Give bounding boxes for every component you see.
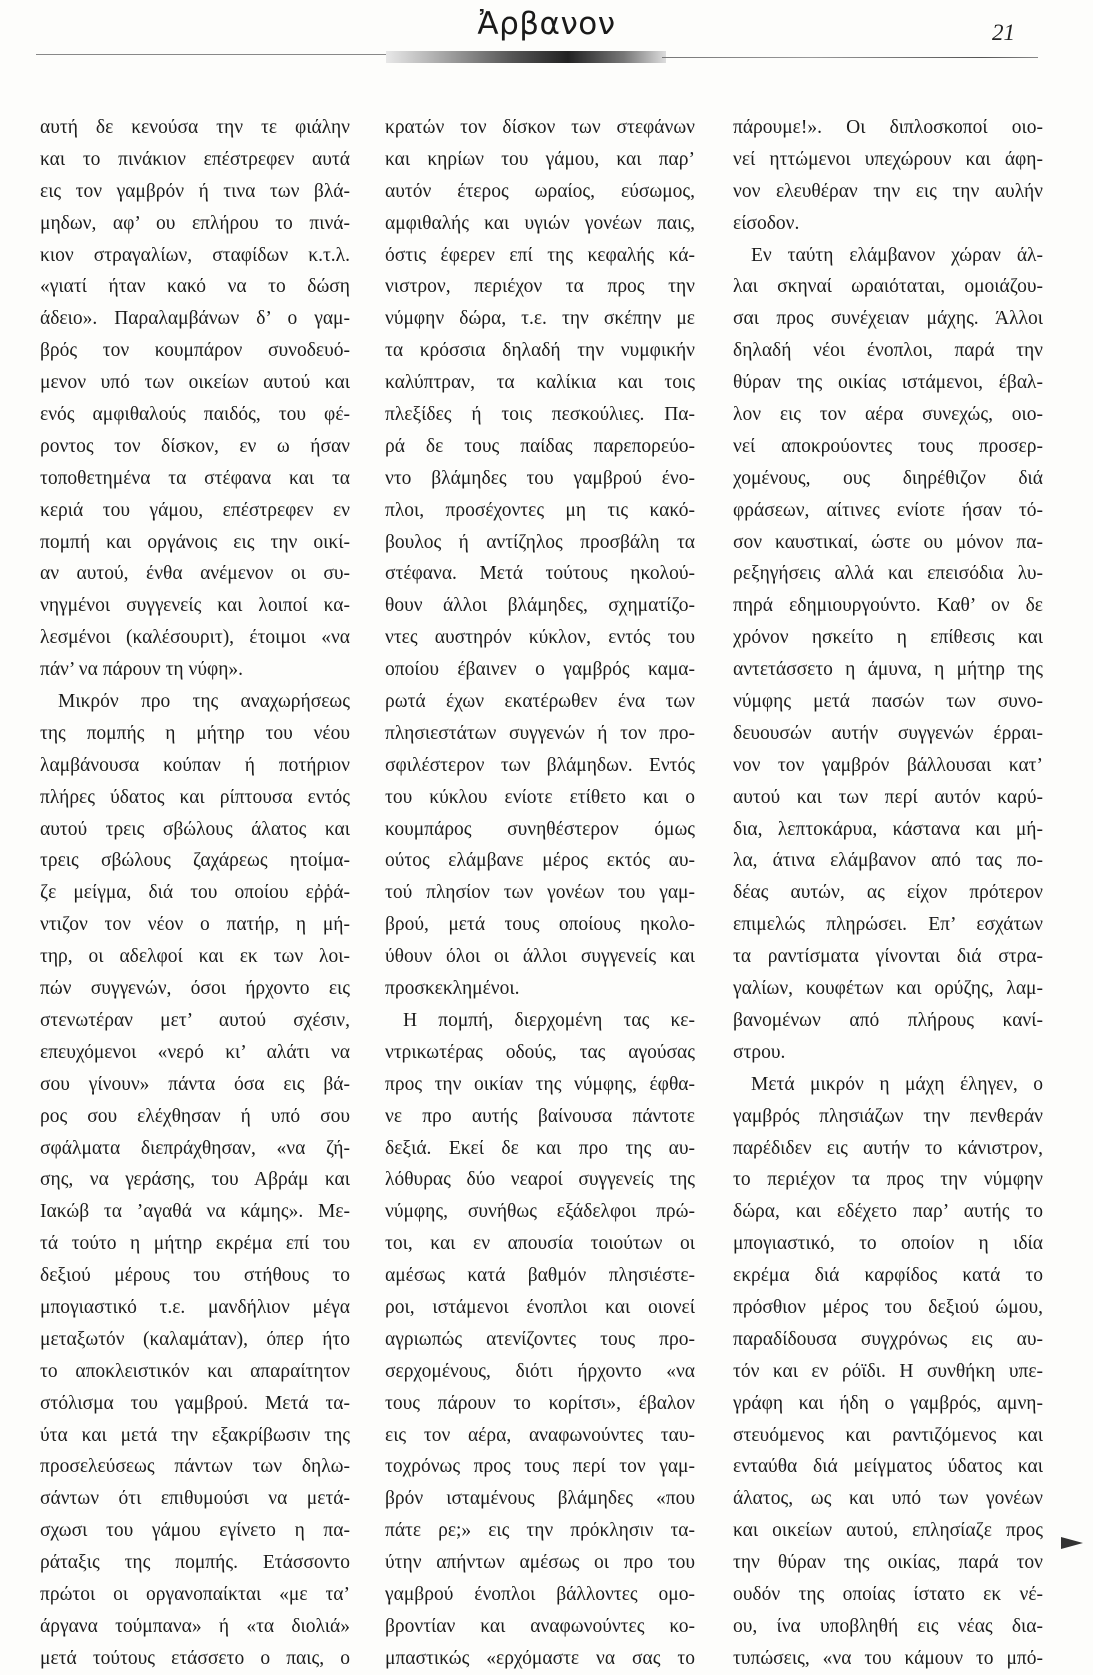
text-line: ράταξις της πομπής. Ετάσσοντο xyxy=(40,1552,350,1574)
text-line: ροι, ιστάμενοι ένοπλοι και οιονεί xyxy=(385,1296,695,1318)
text-line: αγριωπώς ατενίζοντες τους προ- xyxy=(385,1328,695,1350)
text-line: γαμβρός πλησιάζων την πενθεράν xyxy=(733,1105,1043,1127)
text-line: στόλισμα του γαμβρού. Μετά τα- xyxy=(40,1392,350,1414)
text-line: σχωσι του γάμου εγίνετο η πα- xyxy=(40,1520,350,1542)
text-line: δέας αυτών, ας είχον πρότερον xyxy=(733,882,1043,904)
text-line: δηλαδή νέοι ένοπλοι, παρά την xyxy=(733,340,1043,362)
text-line: νον ελευθέραν την εις την αυλήν xyxy=(733,180,1043,202)
text-line: «γιατί ήταν κακό να το δώση xyxy=(40,276,350,298)
text-line: επιμελώς πληρώσει. Επ’ εσχάτων xyxy=(733,914,1043,936)
text-line: αντετάσσετο η άμυνα, η μήτηρ της xyxy=(733,659,1043,681)
text-line: τά τούτο η μήτηρ εκρέμα επί του xyxy=(40,1233,350,1255)
text-line: ντες αυστηρόν κύκλον, εντός του xyxy=(385,627,695,649)
text-line: λεσμένοι (καλέσουριτ), έτοιμοι «να xyxy=(40,627,350,649)
text-line: λα, άτινα ελάμβανον από τας πο- xyxy=(733,850,1043,872)
text-column-2 xyxy=(385,112,695,1675)
text-line: άλατος, ως και υπό των γονέων xyxy=(733,1488,1043,1510)
text-line: πάρουμε!». Οι διπλοσκοποί οιο- xyxy=(733,117,1043,138)
header-rule-left xyxy=(36,54,386,55)
text-line: παραδίδουσα συγχρόνως εις αυ- xyxy=(733,1328,1043,1350)
text-line: λόθυρας δύο νεαροί συγγενείς της xyxy=(385,1169,695,1191)
text-line: αμέσως κατά βαθμόν πλησιέστε- xyxy=(385,1265,695,1287)
text-line: εκρέμα διά καρφίδος κατά το xyxy=(733,1265,1043,1287)
text-line: πρόσθιον μέρος του δεξιού ώμου, xyxy=(733,1296,1043,1318)
text-line: Εν ταύτη ελάμβανον χώραν άλ- xyxy=(751,244,1043,266)
text-line: δευουσών αυτήν συγγενών έρραι- xyxy=(733,722,1043,744)
text-line: ντιζον τον νέον ο πατήρ, η μή- xyxy=(40,914,350,936)
text-line: νύμφην δώρα, τ.ε. την σκέπην με xyxy=(385,308,695,330)
text-line: δεξιού μέρους του στήθους το xyxy=(40,1265,350,1287)
text-line: είσοδον. xyxy=(733,212,800,234)
text-line: και το πινάκιον επέστρεφεν αυτά xyxy=(40,148,350,170)
text-line: πλεξίδες ή τοις πεσκούλιες. Πα- xyxy=(385,404,695,426)
text-line: τηρ, οι αδελφοί και εκ των λοι- xyxy=(40,946,350,968)
text-line: ύθουν όλοι οι άλλοι συγγενείς και xyxy=(385,946,695,968)
text-line: πλήρες ύδατος και ρίπτουσα εντός xyxy=(40,786,350,808)
text-line: τα κρόσσια δηλαδή την νυμφικήν xyxy=(385,340,695,362)
text-line: ρά δε τους παίδας παρεπορεύο- xyxy=(385,435,695,457)
text-line: νύμφης, συνήθως εξάδελφοι πρώ- xyxy=(385,1201,695,1223)
text-line: παρέδιδεν εις αυτήν το κάνιστρον, xyxy=(733,1137,1043,1159)
text-line: άργανα τούμπανα» ή «τα διολιά» xyxy=(40,1615,350,1637)
text-line: σου γίνουν» πάντα όσα εις βά- xyxy=(40,1073,350,1095)
text-line: νεί ηττώμενοι υπεχώρουν και άφη- xyxy=(733,148,1043,170)
text-line: αυτόν έτερος ωραίος, εύσωμος, xyxy=(385,180,695,202)
magazine-title: Ἀρβανον xyxy=(477,6,616,42)
text-line: ντο βλάμηδες του γαμβρού ένο- xyxy=(385,467,695,489)
text-line: τα ραντίσματα γίνονται διά στρα- xyxy=(733,946,1043,968)
text-line: ούτος ελάμβανε μέρος εκτός αυ- xyxy=(385,850,695,872)
text-line: καλύπτραν, τα καλίκια και τοις xyxy=(385,372,695,394)
text-line: ενός αμφιθαλούς παιδός, του φέ- xyxy=(40,404,350,426)
text-line: της πομπής η μήτηρ του νέου xyxy=(40,722,350,744)
text-column-3 xyxy=(733,112,1043,1675)
header-gradient-bar xyxy=(386,51,666,63)
text-line: σφάλματα διεπράχθησαν, «να ζή- xyxy=(40,1137,350,1159)
text-line: λαμβάνουσα κούπαν ή ποτήριον xyxy=(40,754,350,776)
text-line: νε προ αυτής βαίνουσα πάντοτε xyxy=(385,1105,695,1127)
text-line: ρος σου ελέχθησαν ή υπό σου xyxy=(40,1105,350,1127)
text-line: τοχρόνως προς τους περί τον γαμ- xyxy=(385,1456,695,1478)
text-line: βουλος ή αντίζηλος προσβάλη τα xyxy=(385,531,695,553)
text-line: ντρικωτέρας οδούς, τας αγούσας xyxy=(385,1041,695,1063)
text-line: πηρά εδημιουργούντο. Καθ’ ον δε xyxy=(733,595,1043,617)
text-line: εις τον γαμβρόν ή τινα των βλά- xyxy=(40,180,350,202)
text-line: προσκεκλημένοι. xyxy=(385,978,520,1000)
text-line: ρεξηγήσεις αλλά και επεισόδια λυ- xyxy=(733,563,1043,585)
text-line: Μετά μικρόν η μάχη έληγεν, ο xyxy=(751,1073,1043,1095)
text-line: γαμβρού ένοπλοι βάλλοντες ομο- xyxy=(385,1583,695,1605)
text-line: και οικείων αυτού, επλησίαζε προς xyxy=(733,1520,1043,1542)
text-line: δεξιά. Εκεί δε και προ της αυ- xyxy=(385,1137,695,1159)
text-line: φράσεων, αίτινες ενίοτε ήσαν τό- xyxy=(733,499,1043,521)
text-line: σερχομένους, διότι ήρχοντο «να xyxy=(385,1360,695,1382)
text-line: τρεις σβώλους ζαχάρεως ητοίμα- xyxy=(40,850,350,872)
header-rule-right xyxy=(662,57,1038,58)
text-line: πάν’ να πάρουν τη νύφη». xyxy=(40,659,244,681)
text-line: νεί αποκρούοντες τους προσερ- xyxy=(733,435,1043,457)
text-line: τόν και εν ρόϊδι. Η συνθήκη υπε- xyxy=(733,1360,1043,1382)
text-line: ύτην απήντων αμέσως οι προ του xyxy=(385,1552,695,1574)
text-line: βρός τον κουμπάρον συνοδευό- xyxy=(40,340,350,362)
text-line: νηγμένοι συγγενείς και λοιποί κα- xyxy=(40,595,350,617)
text-line: αυτού τρεις σβώλους άλατος και xyxy=(40,818,350,840)
text-line: το περιέχον τα προς την νύμφην xyxy=(733,1169,1043,1191)
text-line: το αποκλειστικόν και απαραίτητον xyxy=(40,1360,350,1382)
text-line: άδειο». Παραλαμβάνων δ’ ο γαμ- xyxy=(40,308,350,330)
text-line: θύραν της οικίας ιστάμενοι, έβαλ- xyxy=(733,372,1043,394)
text-line: αμφιθαλής και υγιών γονέων παις, xyxy=(385,212,695,234)
text-line: βροντίαν και αναφωνούντες κο- xyxy=(385,1615,695,1637)
text-line: κεριά του γάμου, επέστρεφεν εν xyxy=(40,499,350,521)
text-line: και κηρίων του γάμου, και παρ’ xyxy=(385,148,695,170)
text-line: τοι, και εν απουσία τοιούτων οι xyxy=(385,1233,695,1255)
text-line: βρόν ισταμένους βλάμηδες «που xyxy=(385,1488,695,1510)
text-column-1 xyxy=(40,112,350,1675)
text-line: σον καυστικαί, ώστε ου μόνον πα- xyxy=(733,531,1043,553)
text-line: κουμπάρος συνηθέστερον όμως xyxy=(385,818,695,840)
text-line: πομπή και οργάνοις εις την οικί- xyxy=(40,531,350,553)
text-line: σφιλέστερον των βλάμηδων. Εντός xyxy=(385,754,695,776)
text-line: Ιακώβ τα ’αγαθά να κάμης». Με- xyxy=(40,1201,350,1223)
text-line: σάντων ότι επιθυμούσι να μετά- xyxy=(40,1488,350,1510)
continue-arrow-icon xyxy=(1061,1537,1083,1549)
text-line: βανομένων από πλήρους κανί- xyxy=(733,1009,1043,1031)
text-line: θουν άλλοι βλάμηδες, σχηματίζο- xyxy=(385,595,695,617)
text-line: στευόμενος και ραντιζόμενος και xyxy=(733,1424,1043,1446)
text-line: την θύραν της οικίας, παρά τον xyxy=(733,1552,1043,1574)
text-line: χρόνον ησκείτο η επίθεσις και xyxy=(733,627,1043,649)
text-line: τυπώσεις, «να του κάμουν το μπό- xyxy=(733,1647,1043,1669)
text-line: ύτα και μετά την εξακρίβωσιν της xyxy=(40,1424,350,1446)
text-line: προσελεύσεως πάντων των δηλω- xyxy=(40,1456,350,1478)
text-line: ροντος τον δίσκον, εν ω ήσαν xyxy=(40,435,350,457)
text-line: οποίου έβαινεν ο γαμβρός καμα- xyxy=(385,659,695,681)
text-line: ζε μείγμα, διά του οποίου εῤῥά- xyxy=(40,882,350,904)
text-line: αν αυτού, ένθα ανέμενον οι συ- xyxy=(40,563,350,585)
text-line: νιστρον, περιέχον τα προς την xyxy=(385,276,695,298)
text-line: πλησιεστάτων συγγενών ή τον προ- xyxy=(385,722,695,744)
text-line: Μικρόν προ της αναχωρήσεως xyxy=(58,691,350,713)
text-line: μπογιαστικό, το οποίον η ιδία xyxy=(733,1233,1043,1255)
text-line: Η πομπή, διερχομένη τας κε- xyxy=(403,1009,695,1031)
text-line: τού πλησίον των γονέων του γαμ- xyxy=(385,882,695,904)
text-line: ρωτά έχων εκατέρωθεν ένα των xyxy=(385,691,695,713)
text-line: αυτή δε κενούσα την τε φιάλην xyxy=(40,117,350,138)
text-line: μπογιαστικό τ.ε. μανδήλιον μέγα xyxy=(40,1296,350,1318)
text-line: νον τον γαμβρόν βάλλουσαι κατ’ xyxy=(733,754,1043,776)
page-number: 21 xyxy=(992,20,1015,45)
text-line: επευχόμενοι «νερό κι’ αλάτι να xyxy=(40,1041,350,1063)
text-line: κρατών τον δίσκον των στεφάνων xyxy=(385,117,695,138)
text-line: λαι σκηναί ωραιόταται, ομοιάζου- xyxy=(733,276,1043,298)
text-line: ενταύθα διά μείγματος ύδατος και xyxy=(733,1456,1043,1478)
text-line: μηδων, αφ’ ου επλήρου το πινά- xyxy=(40,212,350,234)
text-line: σαι προς συνέχειαν μάχης. Άλλοι xyxy=(733,308,1043,330)
text-line: του κύκλου ενίοτε ετίθετο και ο xyxy=(385,786,695,808)
text-line: πλοι, προσέχοντες μη τις κακό- xyxy=(385,499,695,521)
text-line: ουδόν της οποίας ίστατο εκ νέ- xyxy=(733,1583,1043,1605)
text-line: μενον υπό των οικείων αυτού και xyxy=(40,372,350,394)
text-line: προς την οικίαν της νύμφης, έφθα- xyxy=(385,1073,695,1095)
text-line: ου, ίνα υποβληθή εις νέας δια- xyxy=(733,1615,1043,1637)
text-line: κιον στραγαλίων, σταφίδων κ.τ.λ. xyxy=(40,244,350,266)
text-line: τους πάρουν το κορίτσι», έβαλον xyxy=(385,1392,695,1414)
text-line: δια, λεπτοκάρυα, κάστανα και μή- xyxy=(733,818,1043,840)
text-line: στέφανα. Μετά τούτους ηκολού- xyxy=(385,563,695,585)
text-line: χομένους, ους διηρέθιζον διά xyxy=(733,467,1043,489)
text-line: αυτού και των περί αυτόν καρύ- xyxy=(733,786,1043,808)
text-line: στενωτέραν μετ’ αυτού σχέσιν, xyxy=(40,1009,350,1031)
text-line: πών συγγενών, όσοι ήρχοντο εις xyxy=(40,978,350,1000)
text-line: νύμφης μετά πασών των συνο- xyxy=(733,691,1043,713)
text-line: όστις έφερεν επί της κεφαλής κά- xyxy=(385,244,695,266)
text-line: πρώτοι οι οργανοπαίκται «με τα’ xyxy=(40,1583,350,1605)
text-line: μετά τούτους ετάσσετο ο παις, ο xyxy=(40,1647,350,1669)
text-line: γαλίων, κουφέτων και ορύζης, λαμ- xyxy=(733,978,1043,1000)
text-line: δώρα, και εδέχετο παρ’ αυτής το xyxy=(733,1201,1043,1223)
text-line: μπαστικώς «ερχόμαστε να σας το xyxy=(385,1647,695,1669)
text-line: μεταξωτόν (καλαμάταν), όπερ ήτο xyxy=(40,1328,350,1350)
text-line: βρού, μετά τους οποίους ηκολο- xyxy=(385,914,695,936)
text-line: εις τον αέρα, αναφωνούντες ταυ- xyxy=(385,1424,695,1446)
text-line: πάτε ρε;» εις την πρόκλησιν τα- xyxy=(385,1520,695,1542)
text-line: λον εις τον αέρα συνεχώς, οιο- xyxy=(733,404,1043,426)
text-line: γράφη και ήδη ο γαμβρός, αμνη- xyxy=(733,1392,1043,1414)
text-line: τοποθετημένα τα στέφανα και τα xyxy=(40,467,350,489)
text-line: στρου. xyxy=(733,1041,786,1063)
text-line: σης, να γεράσης, του Αβράμ και xyxy=(40,1169,350,1191)
